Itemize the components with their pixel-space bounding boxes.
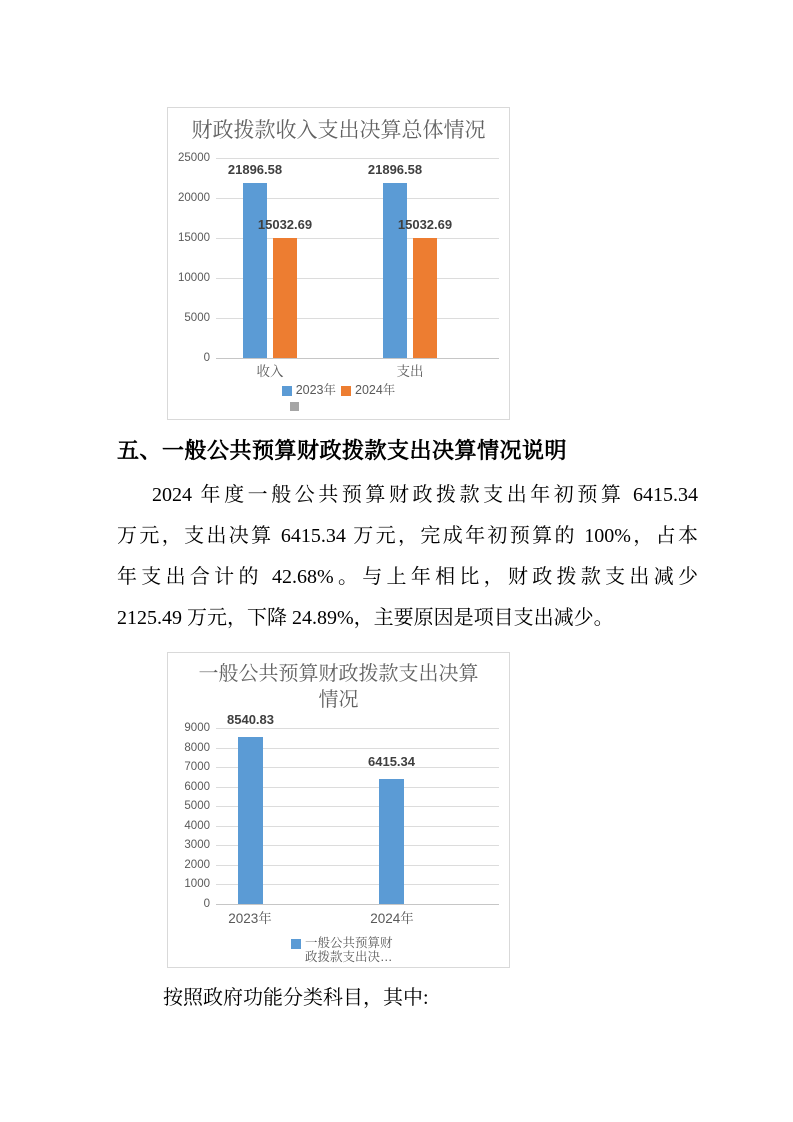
chart-fiscal-income-expenditure (167, 107, 510, 420)
section-heading: 五、一般公共预算财政拨款支出决算情况说明 (117, 438, 568, 463)
bar-2024年 (273, 238, 297, 358)
legend-label: 2024年 (355, 383, 396, 397)
bar-一般公共预算财政拨款支出决… (238, 737, 263, 904)
chart-legend (168, 384, 509, 398)
y-tick-label: 15000 (178, 232, 210, 244)
closing-text: 按照政府功能分类科目，其中: (163, 987, 429, 1009)
legend-item (291, 937, 397, 964)
bar-data-label: 8540.83 (227, 711, 274, 727)
gridline (216, 904, 499, 905)
y-tick-label: 20000 (178, 192, 210, 204)
y-tick-label: 2000 (184, 858, 210, 871)
y-tick-label: 5000 (184, 312, 210, 324)
chart-legend (290, 400, 299, 411)
legend-item (282, 384, 336, 398)
legend-swatch (341, 386, 351, 396)
bar-2024年 (413, 238, 437, 358)
x-category-label: 支出 (396, 364, 424, 379)
y-tick-label: 1000 (184, 878, 210, 891)
chart-title-line: 财政拨款收入支出决算总体情况 (191, 119, 486, 142)
paragraph-line: 万元，支出决算 6415.34 万元，完成年初预算的 100%，占本 (117, 525, 698, 547)
chart-title-line: 一般公共预算财政拨款支出决算 (198, 663, 479, 685)
bar-data-label: 6415.34 (368, 753, 415, 769)
bar-2023年 (383, 183, 407, 358)
y-tick-label: 7000 (184, 761, 210, 774)
legend-item (341, 384, 395, 398)
legend-swatch (290, 402, 299, 411)
bar-data-label: 21896.58 (227, 161, 283, 177)
paragraph-line: 2125.49 万元，下降 24.89%，主要原因是项目支出减少。 (117, 607, 614, 629)
bar-data-label: 15032.69 (257, 216, 313, 232)
y-tick-label: 4000 (184, 819, 210, 832)
gridline (216, 358, 499, 359)
chart-title (174, 118, 503, 144)
chart-title-line: 情况 (318, 689, 359, 711)
y-tick-label: 8000 (184, 741, 210, 754)
legend-label-line: 一般公共预算财 (305, 936, 393, 950)
y-tick-label: 6000 (184, 780, 210, 793)
gridline (216, 158, 499, 159)
chart-title (174, 661, 503, 713)
paragraph-line: 2024 年度一般公共预算财政拨款支出年初预算 6415.34 (152, 484, 698, 506)
y-tick-label: 9000 (184, 722, 210, 734)
legend-label: 2023年 (295, 383, 336, 397)
chart-legend (291, 937, 397, 964)
body-paragraph (117, 475, 698, 639)
y-tick-label: 0 (203, 352, 210, 364)
bar-data-label: 15032.69 (397, 216, 453, 232)
paragraph-line: 年支出合计的 42.68%。与上年相比，财政拨款支出减少 (117, 566, 698, 588)
chart-budget-expenditure (167, 652, 510, 968)
y-tick-label: 0 (203, 898, 210, 910)
y-tick-label: 5000 (184, 800, 210, 813)
bar-2023年 (243, 183, 267, 358)
legend-swatch (282, 386, 292, 396)
bar-一般公共预算财政拨款支出决… (379, 779, 404, 904)
y-tick-label: 10000 (178, 272, 210, 284)
gridline (216, 728, 499, 729)
legend-label-line: 政拨款支出决… (305, 949, 393, 964)
y-tick-label: 25000 (178, 152, 210, 164)
x-category-label: 收入 (256, 364, 284, 379)
y-tick-label: 3000 (184, 839, 210, 852)
x-category-label: 2024年 (370, 911, 414, 926)
legend-swatch (291, 939, 301, 949)
legend-label (305, 937, 397, 964)
x-category-label: 2023年 (228, 911, 272, 926)
bar-data-label: 21896.58 (367, 161, 423, 177)
legend-item (290, 400, 299, 411)
